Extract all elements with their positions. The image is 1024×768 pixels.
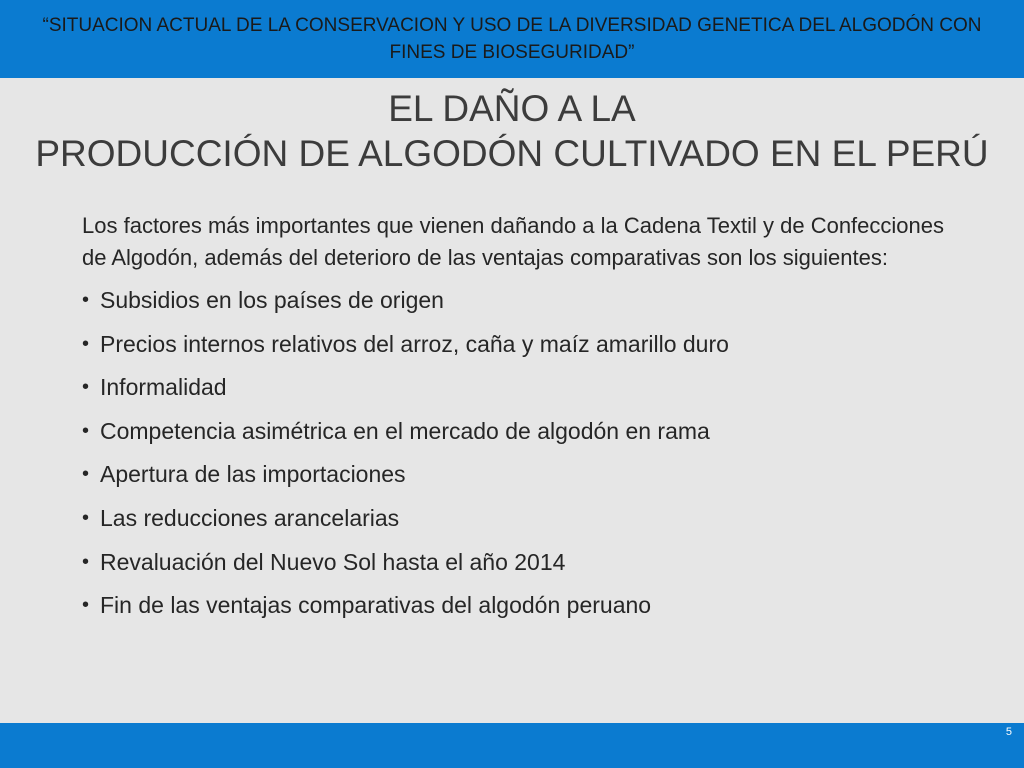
- bullet-icon: •: [82, 463, 90, 486]
- list-item-text: Fin de las ventajas comparativas del algodón peruano: [100, 592, 652, 619]
- list-item-text: Las reducciones arancelarias: [100, 504, 400, 531]
- list-item-text: Subsidios en los países de origen: [100, 287, 444, 313]
- bullet-icon: •: [82, 506, 90, 529]
- list-item-text: Precios internos relativos del arroz, caña y maíz amarillo duro: [100, 330, 729, 357]
- footer-bar: [0, 723, 1024, 768]
- list-item-text: Apertura de las importaciones: [100, 461, 406, 488]
- list-item: [82, 589, 944, 622]
- bullet-icon: •: [82, 594, 90, 617]
- list-item-text: Revaluación del Nuevo Sol hasta el año 2014: [100, 548, 566, 575]
- list-item: [82, 371, 944, 404]
- intro-paragraph: Los factores más importantes que vienen dañando a la Cadena Textil y de Confecciones de Algodón, además del deterioro de las ventajas comparativas son los siguientes:: [82, 213, 944, 270]
- list-item: [82, 502, 944, 535]
- header-banner: [0, 0, 1024, 78]
- list-item: [82, 284, 944, 317]
- list-item: [82, 415, 944, 448]
- list-item-text: Competencia asimétrica en el mercado de algodón en rama: [100, 417, 710, 444]
- bullet-icon: •: [82, 289, 90, 311]
- list-item: [82, 328, 944, 361]
- list-item-text: Informalidad: [100, 374, 227, 401]
- list-item: [82, 546, 944, 579]
- slide-body: [82, 210, 944, 633]
- bullet-icon: •: [82, 376, 90, 399]
- bullet-icon: •: [82, 332, 90, 355]
- slide-title-line-1: EL DAÑO A LA: [388, 88, 636, 129]
- bullet-icon: •: [82, 550, 90, 573]
- page-number: 5: [1005, 726, 1012, 738]
- bullet-list: [82, 284, 944, 622]
- bullet-icon: •: [82, 419, 90, 442]
- list-item: [82, 458, 944, 491]
- slide-title: [0, 86, 1024, 176]
- banner-text: “SITUACION ACTUAL DE LA CONSERVACION Y USO DE LA DIVERSIDAD GENETICA DEL ALGODÓN CON FINES DE BIOSEGURIDAD”: [42, 15, 982, 63]
- slide-title-line-2: PRODUCCIÓN DE ALGODÓN CULTIVADO EN EL PERÚ: [35, 133, 989, 174]
